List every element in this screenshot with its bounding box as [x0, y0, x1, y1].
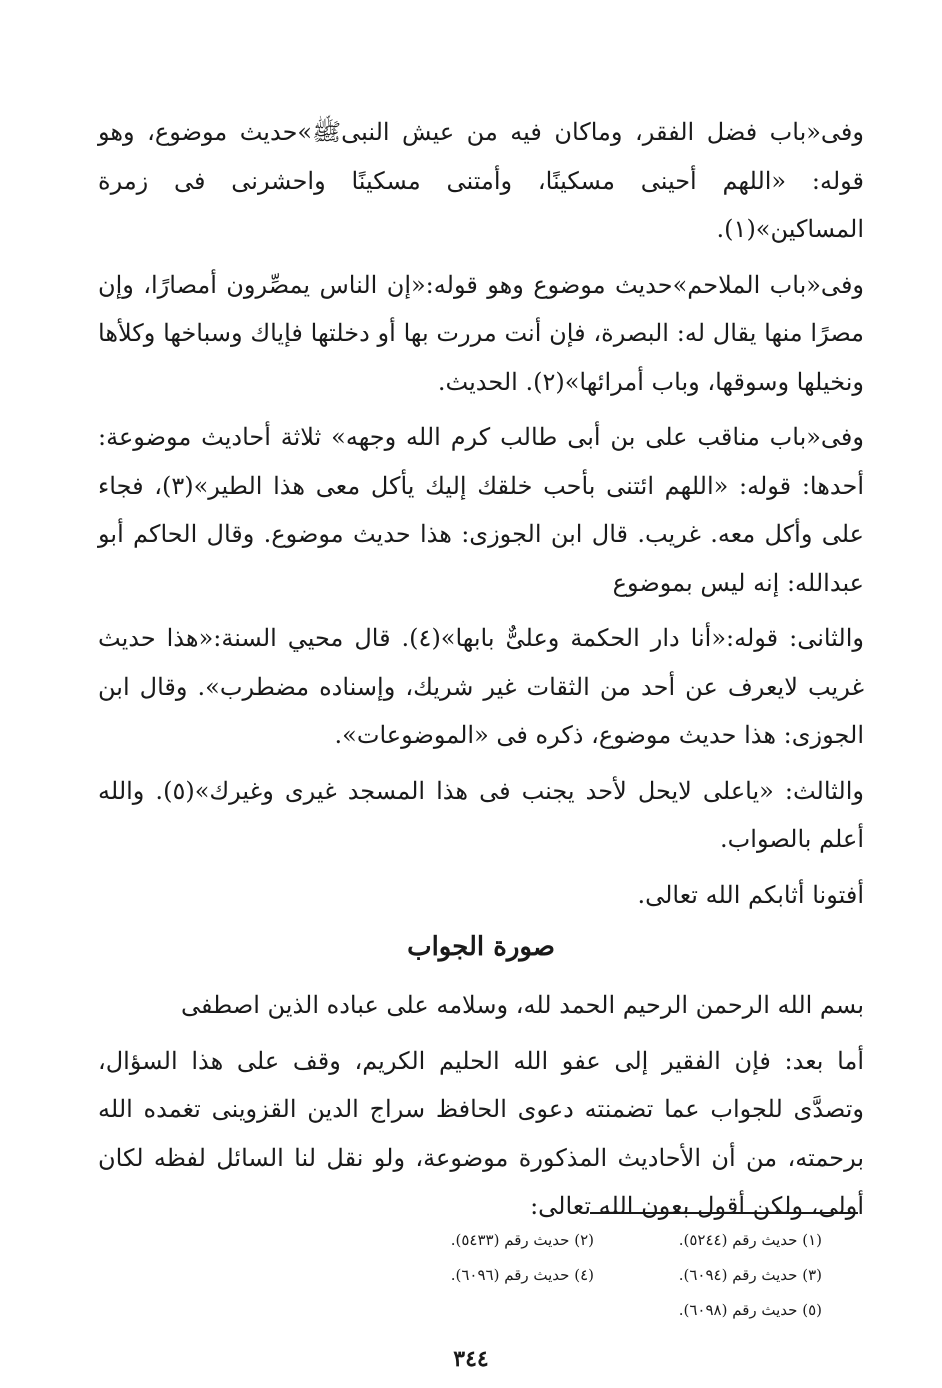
footnote-row — [302, 1292, 822, 1327]
paragraph-manaqib-ali: وفى«باب مناقب على بن أبى طالب كرم الله وجهه» ثلاثة أحاديث موضوعة: أحدها: قوله: «اللهم ائتنى بأحب خلقك إليك يأكل معى هذا الطير»(٣)، فجاء على وأكل معه. غريب. قال ابن الجوزى: هذا حديث موضوع. وقال الحاكم أبو عبدالله: إنه ليس بموضوع — [98, 423, 864, 597]
footnote-5: (٥) حديث رقم (٦٠٩٨). — [678, 1300, 822, 1319]
paragraph-second-hadith: والثانى: قوله:«أنا دار الحكمة وعلىٌّ بابها»(٤). قال محيي السنة:«هذا حديث غريب لايعرف عن أحد من الثقات غير شريك، وإسناده مضطرب». وقال ابن الجوزى: هذا حديث موضوع، ذكره فى «الموضوعات». — [98, 624, 865, 749]
paragraph-basmala: بسم الله الرحمن الرحيم الحمد لله، وسلامه على عباده الذين اصطفى — [181, 991, 864, 1019]
paragraph-answer-intro: أما بعد: فإن الفقير إلى عفو الله الحليم الكريم، وقف على هذا السؤال، وتصدَّى للجواب عما تضمنته دعوى الحافظ سراج الدين القزوينى تغمده الله برحمته، من أن الأحاديث المذكورة موضوعة، ولو نقل لنا السائل لفظه لكان أولى، ولكن أقول بعون الله تعالى: — [98, 1046, 864, 1220]
footnote-1: (١) حديث رقم (٥٢٤٤). — [678, 1230, 822, 1249]
paragraph-request-fatwa: أفتونا أثابكم الله تعالى. — [637, 880, 864, 909]
footnote-divider — [590, 1212, 858, 1214]
page-number: ٣٤٤ — [453, 1346, 489, 1372]
section-heading: صورة الجواب — [407, 932, 555, 962]
paragraph-fadl-al-faqr: وفى«باب فضل الفقر، وماكان فيه من عيش النبىﷺ»حديث موضوع، وهو قوله: «اللهم أحينى مسكينًا، وأمتنى مسكينًا واحشرنى فى زمرة المساكين»(١). — [98, 118, 864, 243]
footnote-3: (٣) حديث رقم (٦٠٩٤). — [678, 1265, 822, 1284]
footnote-row — [302, 1257, 822, 1292]
footnote-row — [302, 1222, 822, 1257]
paragraph-third-hadith: والثالث: «ياعلى لايحل لأحد يجنب فى هذا المسجد غيرى وغيرك»(٥). والله أعلم بالصواب. — [98, 776, 864, 853]
footnote-4: (٤) حديث رقم (٦٠٩٦). — [450, 1265, 594, 1284]
footnotes — [302, 1222, 822, 1327]
footnote-2: (٢) حديث رقم (٥٤٣٣). — [450, 1230, 594, 1249]
paragraph-al-malahim: وفى«باب الملاحم»حديث موضوع وهو قوله:«إن الناس يمصِّرون أمصارًا، وإن مصرًا منها يقال له: البصرة، فإن أنت مررت بها أو دخلتها فإياك وسباخها وكلأها ونخيلها وسوقها، وباب أمرائها»(٢). الحديث. — [98, 270, 864, 396]
